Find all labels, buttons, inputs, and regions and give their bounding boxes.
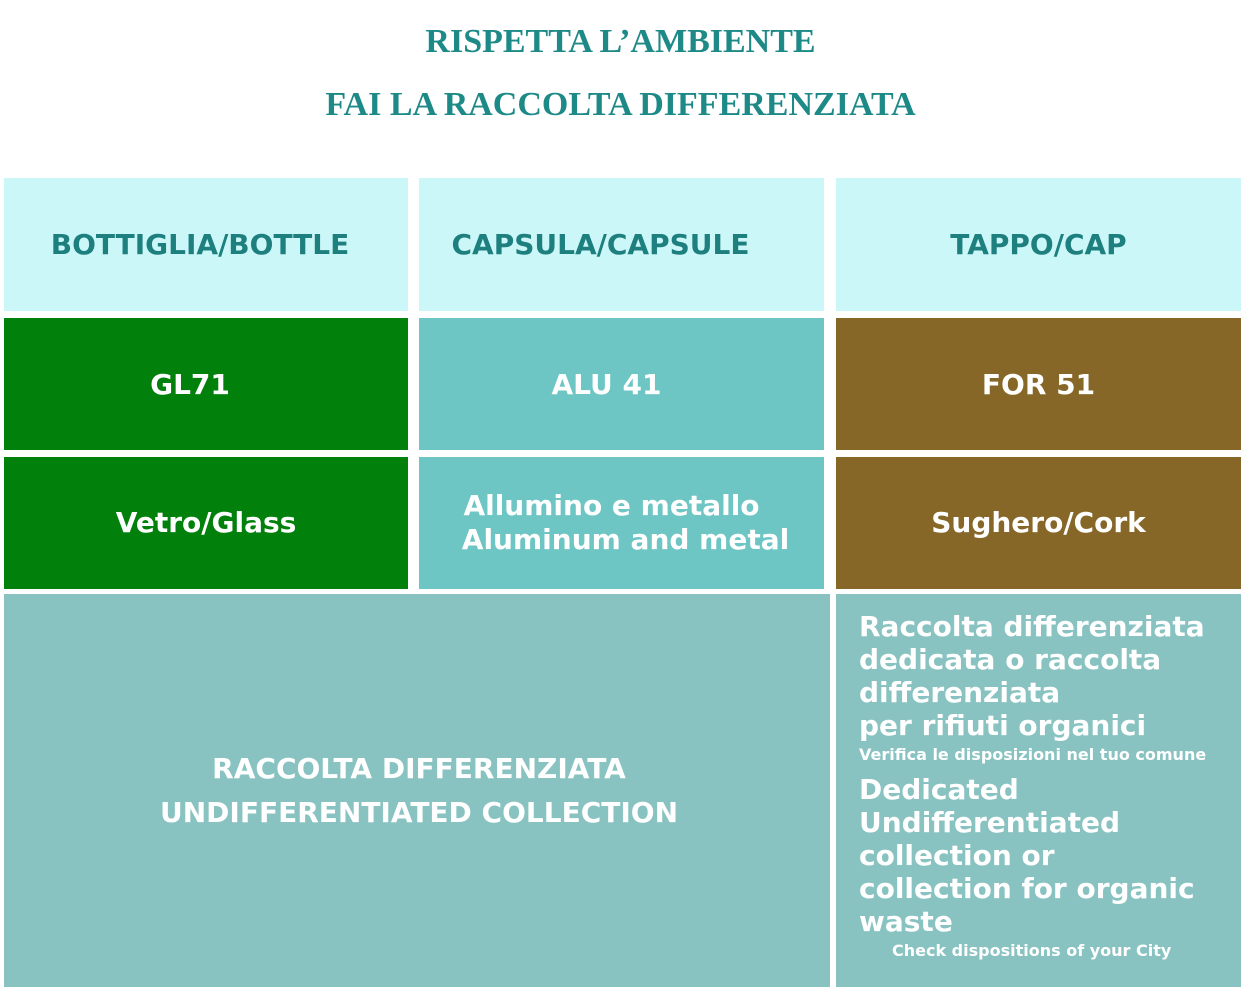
column-header-cap xyxy=(836,178,1241,311)
code-bottle: GL71 xyxy=(150,367,230,401)
organic-it-note: Verifica le disposizioni nel tuo comune xyxy=(859,745,1207,764)
organic-en-line: collection for organic xyxy=(859,872,1195,905)
organic-en-line: Dedicated xyxy=(859,773,1019,806)
organic-it-line: dedicata o raccolta xyxy=(859,643,1162,676)
code-cap: FOR 51 xyxy=(981,367,1096,401)
material-cap: Sughero/Cork xyxy=(931,506,1146,539)
material-bottle: Vetro/Glass xyxy=(115,506,297,539)
code-cell-bottle xyxy=(4,318,408,450)
organic-it-line: differenziata xyxy=(859,676,1061,709)
material-capsule-it: Allumino e metallo xyxy=(463,489,760,522)
column-header-cap-label: TAPPO/CAP xyxy=(950,228,1127,261)
organic-en-line: Undifferentiated xyxy=(859,806,1121,839)
collection-cell xyxy=(4,594,830,987)
collection-line-en: UNDIFFERENTIATED COLLECTION xyxy=(159,795,679,829)
organic-it-line: Raccolta differenziata xyxy=(859,610,1205,643)
organic-en-note: Check dispositions of your City xyxy=(892,941,1172,960)
organic-en-line: collection or xyxy=(859,839,1055,872)
page-title-line1: RISPETTA L’AMBIENTE xyxy=(425,23,816,60)
organic-en-line: waste xyxy=(859,905,953,938)
column-header-capsule-label: CAPSULA/CAPSULE xyxy=(451,228,750,261)
column-header-bottle xyxy=(4,178,408,311)
collection-line-it: RACCOLTA DIFFERENZIATA xyxy=(212,751,626,785)
column-header-capsule xyxy=(419,178,824,311)
code-cell-cap xyxy=(836,318,1241,450)
code-cell-capsule xyxy=(419,318,824,450)
code-capsule: ALU 41 xyxy=(551,367,662,401)
page-title-line2: FAI LA RACCOLTA DIFFERENZIATA xyxy=(325,86,916,123)
organic-collection-cell xyxy=(836,594,1241,987)
material-capsule-en: Aluminum and metal xyxy=(461,523,790,556)
material-cell-capsule xyxy=(419,457,824,589)
material-cell-bottle xyxy=(4,457,408,589)
organic-it-line: per rifiuti organici xyxy=(859,709,1147,742)
column-header-bottle-label: BOTTIGLIA/BOTTLE xyxy=(50,228,350,261)
material-cell-cap xyxy=(836,457,1241,589)
